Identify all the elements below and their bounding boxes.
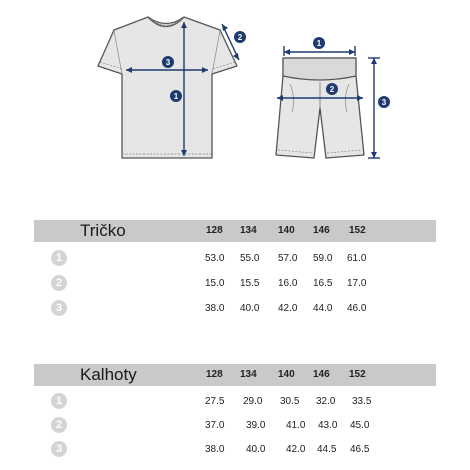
shorts-marker-1: 1	[316, 39, 322, 48]
table-cell: 38.0	[205, 444, 225, 455]
tshirt-illustration	[98, 17, 237, 158]
table-cell: 44.5	[317, 444, 337, 455]
size-label: 134	[240, 369, 257, 380]
size-label: 134	[240, 225, 257, 236]
table-cell: 46.0	[347, 303, 367, 314]
size-label: 152	[349, 369, 366, 380]
table-cell: 15.5	[240, 278, 260, 289]
size-label: 140	[278, 225, 295, 236]
table-cell: 30.5	[280, 396, 300, 407]
row-marker: 1	[51, 393, 67, 409]
size-label: 128	[206, 225, 223, 236]
tshirt-table-header	[34, 220, 436, 242]
row-marker: 3	[51, 300, 67, 316]
table-cell: 42.0	[278, 303, 298, 314]
row-marker: 2	[51, 275, 67, 291]
pants-table-header	[34, 364, 436, 386]
table-cell: 45.0	[350, 420, 370, 431]
table-cell: 46.5	[350, 444, 370, 455]
table-cell: 29.0	[243, 396, 263, 407]
table-cell: 57.0	[278, 253, 298, 264]
size-label: 128	[206, 369, 223, 380]
row-marker: 3	[51, 441, 67, 457]
size-label: 146	[313, 369, 330, 380]
pants-table-title: Kalhoty	[80, 365, 137, 384]
shorts-illustration	[276, 58, 364, 158]
tshirt-marker-1: 1	[173, 92, 179, 101]
tshirt-marker-3: 3	[165, 58, 171, 67]
size-label: 140	[278, 369, 295, 380]
tshirt-table-title: Tričko	[80, 221, 126, 240]
table-cell: 17.0	[347, 278, 367, 289]
tshirt-marker-2: 2	[237, 33, 243, 42]
size-diagram	[0, 0, 470, 190]
table-cell: 16.5	[313, 278, 333, 289]
shorts-marker-3: 3	[381, 98, 387, 107]
table-cell: 43.0	[318, 420, 338, 431]
table-cell: 33.5	[352, 396, 372, 407]
table-cell: 16.0	[278, 278, 298, 289]
table-cell: 27.5	[205, 396, 225, 407]
table-cell: 37.0	[205, 420, 225, 431]
table-cell: 44.0	[313, 303, 333, 314]
table-cell: 40.0	[240, 303, 260, 314]
shorts-marker-2: 2	[329, 85, 335, 94]
table-cell: 42.0	[286, 444, 306, 455]
table-cell: 39.0	[246, 420, 266, 431]
table-cell: 40.0	[246, 444, 266, 455]
table-cell: 38.0	[205, 303, 225, 314]
row-marker: 1	[51, 250, 67, 266]
size-label: 152	[349, 225, 366, 236]
table-cell: 59.0	[313, 253, 333, 264]
table-cell: 32.0	[316, 396, 336, 407]
row-marker: 2	[51, 417, 67, 433]
table-cell: 55.0	[240, 253, 260, 264]
table-cell: 53.0	[205, 253, 225, 264]
size-label: 146	[313, 225, 330, 236]
table-cell: 41.0	[286, 420, 306, 431]
table-cell: 61.0	[347, 253, 367, 264]
table-cell: 15.0	[205, 278, 225, 289]
